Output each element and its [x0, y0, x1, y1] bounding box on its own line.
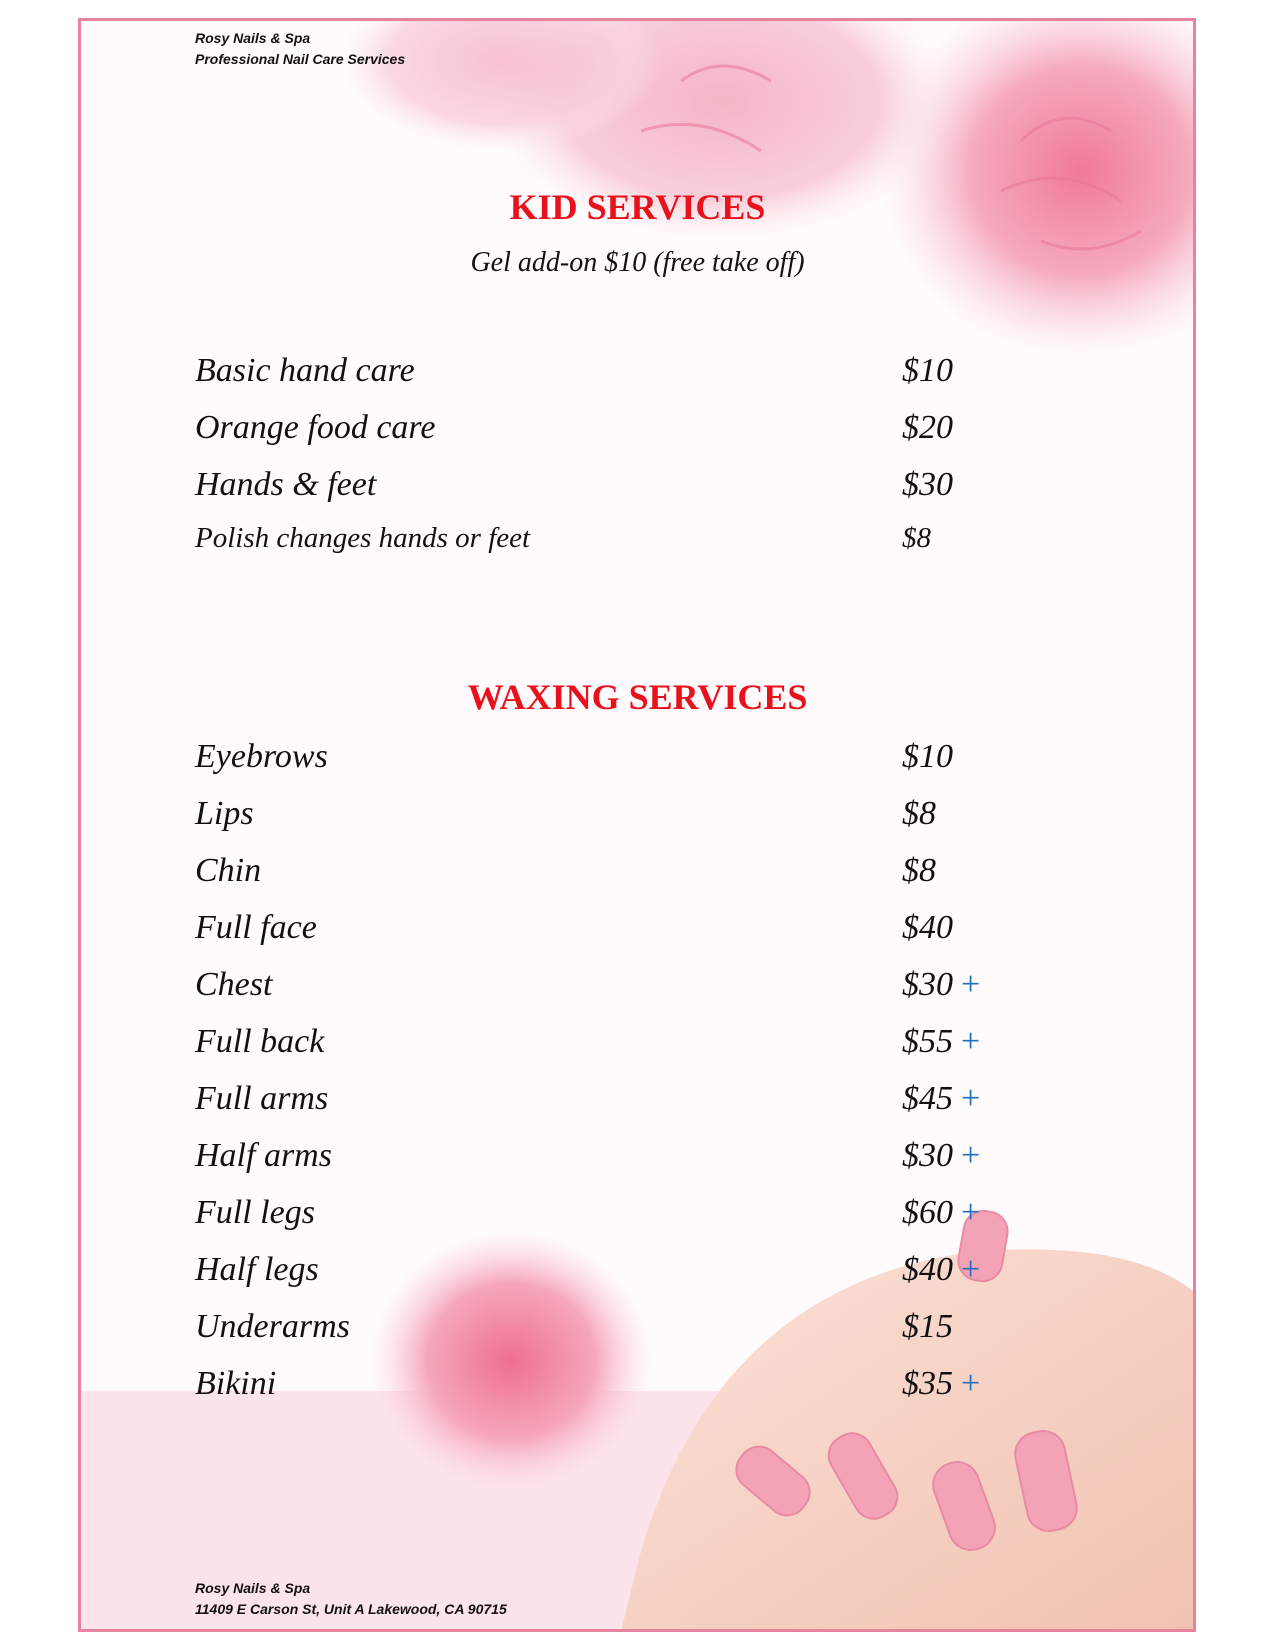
list-item — [0, 409, 1275, 449]
service-name: Hands & feet — [195, 466, 377, 503]
list-item — [0, 1137, 1275, 1177]
footer-address: 11409 E Carson St, Unit A Lakewood, CA 90715 — [195, 1601, 507, 1617]
waxing-services-title: WAXING SERVICES — [467, 677, 808, 717]
list-item — [0, 1023, 1275, 1063]
service-price — [902, 795, 936, 833]
service-name: Lips — [195, 795, 254, 832]
kid-services-subtitle: Gel add-on $10 (free take off) — [470, 247, 805, 278]
service-price: $30 — [902, 466, 953, 503]
service-price — [902, 1137, 980, 1175]
service-name: Half arms — [195, 1137, 332, 1174]
service-price: $10 — [902, 352, 953, 389]
service-name: Polish changes hands or feet — [195, 522, 531, 554]
service-price: $20 — [902, 409, 953, 446]
plus-icon: + — [961, 1137, 981, 1174]
service-name: Basic hand care — [195, 352, 415, 389]
header-tagline: Professional Nail Care Services — [195, 51, 406, 67]
list-item — [0, 1080, 1275, 1120]
plus-icon: + — [961, 1023, 981, 1060]
kid-services-title: KID SERVICES — [509, 187, 766, 227]
price-value: $8 — [902, 852, 936, 889]
service-price — [902, 909, 953, 947]
service-price — [902, 1251, 980, 1289]
list-item — [0, 1308, 1275, 1348]
service-name: Full legs — [195, 1194, 315, 1231]
footer-block — [195, 1578, 507, 1620]
service-price: $8 — [902, 522, 931, 554]
plus-icon: + — [961, 966, 981, 1003]
service-price — [902, 738, 953, 776]
service-name: Full back — [195, 1023, 325, 1060]
service-name: Orange food care — [195, 409, 436, 446]
service-price — [902, 1080, 980, 1118]
service-price — [902, 1023, 980, 1061]
price-value: $45 — [902, 1080, 953, 1117]
service-name: Full arms — [195, 1080, 329, 1117]
list-item — [0, 1365, 1275, 1405]
service-price — [902, 1365, 980, 1403]
list-item — [0, 966, 1275, 1006]
service-name: Underarms — [195, 1308, 350, 1345]
service-name: Half legs — [195, 1251, 319, 1288]
list-item — [0, 1251, 1275, 1291]
service-price — [902, 1194, 980, 1232]
service-price — [902, 1308, 953, 1346]
service-price — [902, 852, 936, 890]
price-value: $35 — [902, 1365, 953, 1402]
header-block — [195, 28, 405, 70]
service-name: Chest — [195, 966, 273, 1003]
price-value: $55 — [902, 1023, 953, 1060]
plus-icon: + — [961, 1365, 981, 1402]
list-item — [0, 1194, 1275, 1234]
service-name: Chin — [195, 852, 262, 889]
price-value: $30 — [902, 1137, 953, 1174]
footer-business-name: Rosy Nails & Spa — [195, 1580, 311, 1596]
list-item — [0, 466, 1275, 506]
price-value: $8 — [902, 795, 936, 832]
price-value: $15 — [902, 1308, 953, 1345]
list-item — [0, 852, 1275, 892]
service-name: Bikini — [195, 1365, 277, 1402]
plus-icon: + — [961, 1080, 981, 1117]
plus-icon: + — [961, 1251, 981, 1288]
plus-icon: + — [961, 1194, 981, 1231]
price-value: $30 — [902, 966, 953, 1003]
header-business-name: Rosy Nails & Spa — [195, 30, 311, 46]
price-value: $60 — [902, 1194, 953, 1231]
list-item — [0, 909, 1275, 949]
list-item — [0, 352, 1275, 392]
price-value: $40 — [902, 1251, 953, 1288]
price-value: $40 — [902, 909, 953, 946]
service-name: Full face — [195, 909, 317, 946]
list-item — [0, 795, 1275, 835]
service-name: Eyebrows — [195, 738, 328, 775]
price-value: $10 — [902, 738, 953, 775]
list-item — [0, 522, 1275, 562]
list-item — [0, 738, 1275, 778]
service-price — [902, 966, 980, 1004]
